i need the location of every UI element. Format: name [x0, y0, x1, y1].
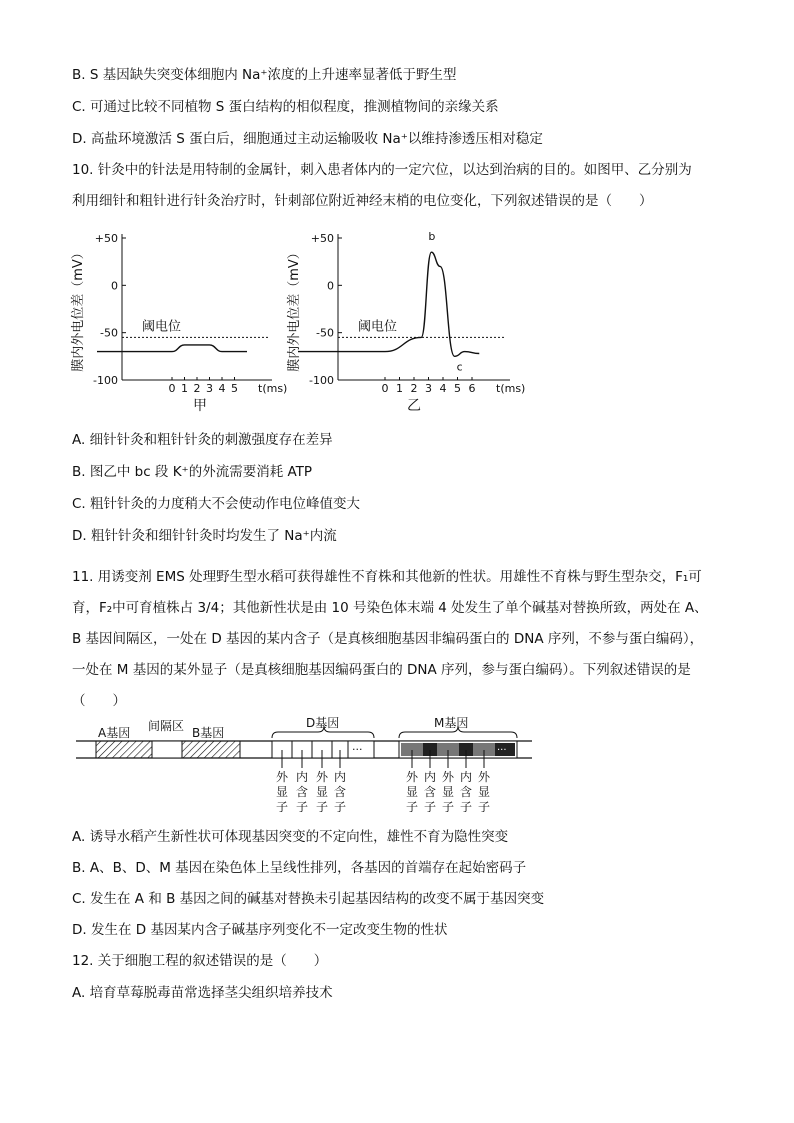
b-gene-block	[182, 741, 240, 758]
m-subregion-label: 含	[459, 785, 473, 799]
m-subregion-label: 内	[423, 770, 437, 784]
m-subregion-label: 显	[477, 785, 491, 799]
spacer-label: 间隔区	[148, 719, 185, 733]
m-subregion-label: 含	[423, 785, 437, 799]
question-10-line2: 利用细针和粗针进行针灸治疗时，针刺部位附近神经末梢的电位变化，下列叙述错误的是（ ）	[72, 193, 653, 209]
d-subregion-label: 含	[295, 785, 309, 799]
question-11-line1: 11. 用诱变剂 EMS 处理野生型水稻可获得雄性不育株和其他新的性状。用雄性不育株与野生型杂交，F₁可	[72, 569, 702, 585]
option-10b: B. 图乙中 bc 段 K⁺的外流需要消耗 ATP	[72, 464, 313, 480]
question-10-line1: 10. 针灸中的针法是用特制的金属针，刺入患者体内的一定穴位，以达到治病的目的。如图甲、乙分别为	[72, 162, 692, 178]
y-tick-label: -100	[309, 374, 334, 387]
threshold-label: 阈电位	[142, 319, 182, 335]
question-11-line2: 育，F₂中可育植株占 3/4；其他新性状是由 10 号染色体末端 4 处发生了单个碱基对替换所致，两处在 A、	[72, 600, 708, 616]
x-tick-label: 3	[425, 382, 432, 395]
chart-title: 甲	[193, 398, 207, 414]
m-subregion-label: 外	[441, 770, 455, 784]
y-tick-label: 0	[111, 279, 118, 293]
m-subregion-label: 子	[423, 800, 437, 814]
d-gene-dots: ···	[352, 743, 363, 756]
point-label-b: b	[428, 230, 436, 244]
y-axis-label: 膜内外电位差（mV）	[71, 246, 86, 372]
chart-yi	[287, 228, 526, 414]
y-tick-label: +50	[310, 232, 334, 245]
x-tick-label: 1	[181, 382, 188, 395]
m-subregion-label: 外	[477, 770, 491, 784]
x-tick-label: 2	[410, 382, 418, 395]
option-12a: A. 培育草莓脱毒苗常选择茎尖组织培养技术	[72, 985, 333, 1001]
y-tick-label: 0	[327, 279, 334, 293]
gene-diagram	[74, 718, 544, 818]
x-axis-label: t(ms)	[496, 382, 526, 395]
d-subregion-label: 外	[315, 770, 329, 784]
a-gene-label: A基因	[98, 726, 131, 740]
d-subregion-label: 子	[295, 800, 309, 814]
chart-jia	[72, 228, 292, 413]
d-subregion-label: 显	[275, 785, 289, 799]
y-tick-label: +50	[94, 232, 118, 245]
x-tick-label: 2	[193, 382, 201, 395]
d-subregion-label: 内	[333, 770, 347, 784]
x-tick-label: 5	[454, 382, 461, 395]
question-11-line4: 一处在 M 基因的某外显子（是真核细胞基因编码蛋白的 DNA 序列，参与蛋白编码）。下列叙述错误的是	[72, 662, 691, 678]
y-tick-label: -50	[316, 326, 334, 340]
option-11c: C. 发生在 A 和 B 基因之间的碱基对替换未引起基因结构的改变不属于基因突变	[72, 891, 545, 907]
option-10d: D. 粗针针灸和细针针灸时均发生了 Na⁺内流	[72, 528, 337, 544]
option-10c: C. 粗针针灸的力度稍大不会使动作电位峰值变大	[72, 496, 361, 512]
point-label-c: c	[456, 360, 463, 374]
question-11-line3: B 基因间隔区，一处在 D 基因的某内含子（是真核细胞基因非编码蛋白的 DNA 序列，不参与蛋白编码），	[72, 631, 704, 647]
option-10a: A. 细针针灸和粗针针灸的刺激强度存在差异	[72, 432, 333, 448]
x-tick-label: 4	[439, 382, 447, 395]
question-12: 12. 关于细胞工程的叙述错误的是（ ）	[72, 953, 328, 969]
option-10prev-c: C. 可通过比较不同植物 S 蛋白结构的相似程度，推测植物间的亲缘关系	[72, 99, 499, 115]
b-gene-label: B基因	[192, 726, 225, 740]
x-axis-label: t(ms)	[258, 382, 288, 395]
d-subregion-label: 外	[275, 770, 289, 784]
potential-curve	[97, 345, 247, 352]
m-subregion-label: 显	[405, 785, 419, 799]
m-subregion-label: 外	[405, 770, 419, 784]
y-tick-label: -50	[100, 326, 118, 340]
option-10prev-b: B. S 基因缺失突变体细胞内 Na⁺浓度的上升速率显著低于野生型	[72, 67, 457, 83]
option-11a: A. 诱导水稻产生新性状可体现基因突变的不定向性，雄性不育为隐性突变	[72, 829, 509, 845]
chart-title: 乙	[407, 398, 421, 414]
option-10prev-d: D. 高盐环境激活 S 蛋白后，细胞通过主动运输吸收 Na⁺以维持渗透压相对稳定	[72, 131, 543, 147]
m-subregion-label: 子	[459, 800, 473, 814]
m-subregion-label: 子	[441, 800, 455, 814]
a-gene-block	[96, 741, 152, 758]
potential-curve	[298, 252, 479, 356]
m-gene-dots: ···	[497, 745, 507, 756]
m-gene-label: M基因	[434, 716, 469, 730]
option-11b: B. A、B、D、M 基因在染色体上呈线性排列，各基因的首端存在起始密码子	[72, 860, 527, 876]
x-tick-label: 1	[396, 382, 403, 395]
m-subregion-label: 显	[441, 785, 455, 799]
x-tick-label: 3	[206, 382, 213, 395]
d-subregion-label: 内	[295, 770, 309, 784]
threshold-label: 阈电位	[358, 319, 398, 335]
x-tick-label: 6	[468, 382, 476, 395]
y-axis-label: 膜内外电位差（mV）	[287, 246, 302, 372]
m-subregion-label: 子	[405, 800, 419, 814]
d-subregion-label: 显	[315, 785, 329, 799]
m-subregion-label: 子	[477, 800, 491, 814]
x-tick-label: 4	[218, 382, 226, 395]
x-tick-label: 0	[381, 382, 389, 395]
d-subregion-label: 含	[333, 785, 347, 799]
d-gene-label: D基因	[306, 716, 340, 730]
d-subregion-label: 子	[315, 800, 329, 814]
question-11-line5: （ ）	[72, 693, 126, 709]
x-tick-label: 5	[231, 382, 238, 395]
option-11d: D. 发生在 D 基因某内含子碱基序列变化不一定改变生物的性状	[72, 922, 448, 938]
m-subregion-label: 内	[459, 770, 473, 784]
x-tick-label: 0	[168, 382, 176, 395]
d-subregion-label: 子	[275, 800, 289, 814]
d-subregion-label: 子	[333, 800, 347, 814]
y-tick-label: -100	[93, 374, 118, 387]
